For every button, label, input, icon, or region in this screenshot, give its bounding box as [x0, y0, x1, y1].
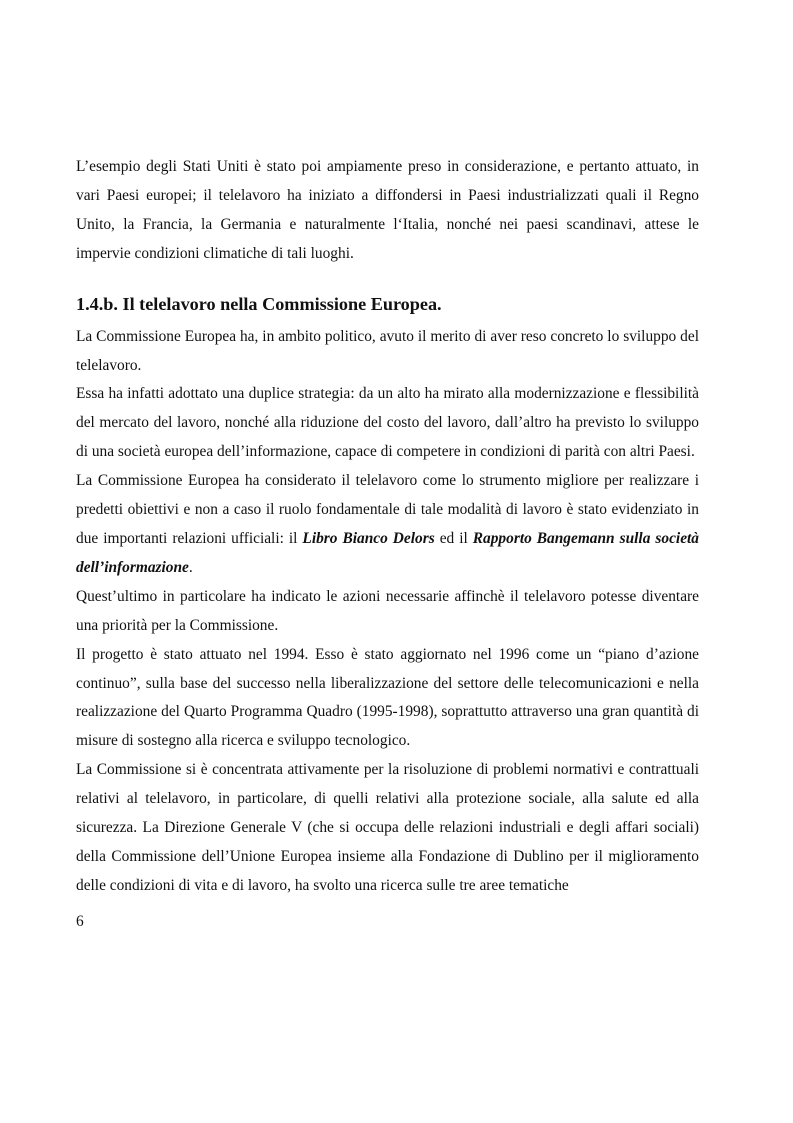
paragraph-priority: Quest’ultimo in particolare ha indicato le azioni necessarie affinchè il telelavoro potesse diventare una priorità per la Commissione. — [76, 587, 699, 634]
paragraph-project-1994: Il progetto è stato attuato nel 1994. Esso è stato aggiornato nel 1996 come un “piano d’azione continuo”, sulla base del successo nella liberalizzazione del settore delle telecomunicazioni e nella realizzazione del Quarto Programma Quadro (1995-1998), soprattutto attraverso una gran quantità di misure di sostegno alla ricerca e sviluppo tecnologico. — [76, 645, 699, 750]
page-number: 6 — [76, 913, 84, 930]
paragraph-commission-merit: La Commissione Europea ha, in ambito politico, avuto il merito di aver reso concreto lo sviluppo del telelavoro. — [76, 327, 699, 374]
paragraph-dual-strategy: Essa ha infatti adottato una duplice strategia: da un alto ha mirato alla modernizzazione e flessibilità del mercato del lavoro, nonché alla riduzione del costo del lavoro, dall’altro ha previsto lo sviluppo di una società europea dell’informazione, capace di competere in condizioni di parità con altri Paesi. — [76, 385, 699, 461]
section-heading: 1.4.b. Il telelavoro nella Commissione Europea. — [76, 293, 442, 314]
paragraph-text: . — [188, 558, 193, 576]
document-body — [76, 153, 699, 901]
intro-paragraph: L’esempio degli Stati Uniti è stato poi ampiamente preso in considerazione, e pertanto attuato, in vari Paesi europei; il telelavoro ha iniziato a diffondersi in Paesi industrializzati quali il Regno Unito, la Francia, la Germania e naturalmente l‘Italia, nonché nei paesi scandinavi, attese le impervie condizioni climatiche di tali luoghi. — [76, 158, 699, 262]
paragraph-normative-problems: La Commissione si è concentrata attivamente per la risoluzione di problemi normativi e contrattuali relativi al telelavoro, in particolare, di quelli relativi alla protezione sociale, alla salute ed alla sicurezza. La Direzione Generale V (che si occupa delle relazioni industriali e degli affari sociali) della Commissione dell’Unione Europea insieme alla Fondazione di Dublino per il miglioramento delle condizioni di vita e di lavoro, ha svolto una ricerca sulle tre aree tematiche — [76, 761, 699, 894]
rapporto-bangemann-title: Rapporto Bangemann sulla società dell’informazione — [76, 529, 699, 576]
paragraph-text: La Commissione Europea ha considerato il telelavoro come lo strumento migliore per realizzare i predetti obiettivi e non a caso il ruolo fondamentale di tale modalità di lavoro è stato evidenziato in due importanti relazioni ufficiali: il — [76, 472, 699, 547]
paragraph-official-reports — [76, 467, 699, 583]
paragraph-text: ed il — [434, 529, 473, 547]
libro-bianco-delors-title: Libro Bianco Delors — [302, 529, 435, 547]
